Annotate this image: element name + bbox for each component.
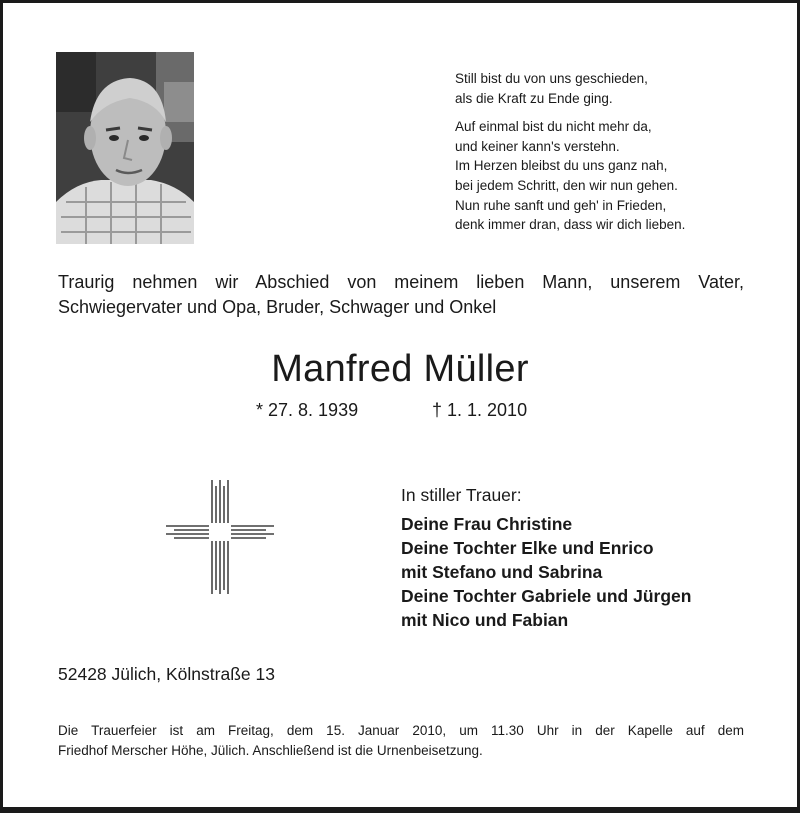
- mourner-line: Deine Tochter Elke und Enrico: [401, 538, 654, 558]
- birth-date: * 27. 8. 1939: [256, 400, 359, 420]
- mourners-block: [401, 483, 691, 632]
- poem-line: denk immer dran, dass wir dich lieben.: [455, 217, 686, 233]
- mourner-line: Deine Tochter Gabriele und Jürgen: [401, 586, 692, 606]
- mourner-line: mit Nico und Fabian: [401, 610, 569, 630]
- mourner-line: mit Stefano und Sabrina: [401, 562, 603, 582]
- intro-line: Traurig nehmen wir Abschied von meinem lieben Mann, unserem Vater,: [58, 272, 744, 292]
- portrait-photo: [56, 52, 194, 244]
- poem-line: Auf einmal bist du nicht mehr da,: [455, 119, 652, 135]
- portrait-illustration: [56, 52, 194, 244]
- mourner-line: Deine Frau Christine: [401, 514, 573, 534]
- poem-line: Nun ruhe sanft und geh' in Frieden,: [455, 197, 667, 213]
- poem: [455, 69, 685, 244]
- mourners-heading: In stiller Trauer:: [401, 485, 522, 505]
- mourners-list: [401, 512, 691, 632]
- funeral-service-info: [58, 721, 744, 761]
- intro-line: Schwiegervater und Opa, Bruder, Schwager und Onkel: [58, 296, 497, 317]
- family-address: 52428 Jülich, Kölnstraße 13: [58, 664, 275, 684]
- poem-stanza-1: [455, 69, 685, 108]
- poem-stanza-2: [455, 117, 685, 235]
- deceased-name: Manfred Müller: [271, 348, 529, 390]
- poem-line: als die Kraft zu Ende ging.: [455, 90, 613, 106]
- poem-line: bei jedem Schritt, den wir nun gehen.: [455, 177, 678, 193]
- latin-cross-icon: [164, 478, 276, 596]
- service-line: Friedhof Merscher Höhe, Jülich. Anschließend ist die Urnenbeisetzung.: [58, 743, 483, 758]
- poem-line: Still bist du von uns geschieden,: [455, 71, 648, 86]
- service-line: Die Trauerfeier ist am Freitag, dem 15. Januar 2010, um 11.30 Uhr in der Kapelle auf dem: [58, 723, 744, 738]
- death-date: † 1. 1. 2010: [432, 400, 528, 420]
- poem-line: Im Herzen bleibst du uns ganz nah,: [455, 158, 668, 174]
- poem-line: und keiner kann's verstehn.: [455, 138, 620, 154]
- farewell-intro: [58, 270, 744, 319]
